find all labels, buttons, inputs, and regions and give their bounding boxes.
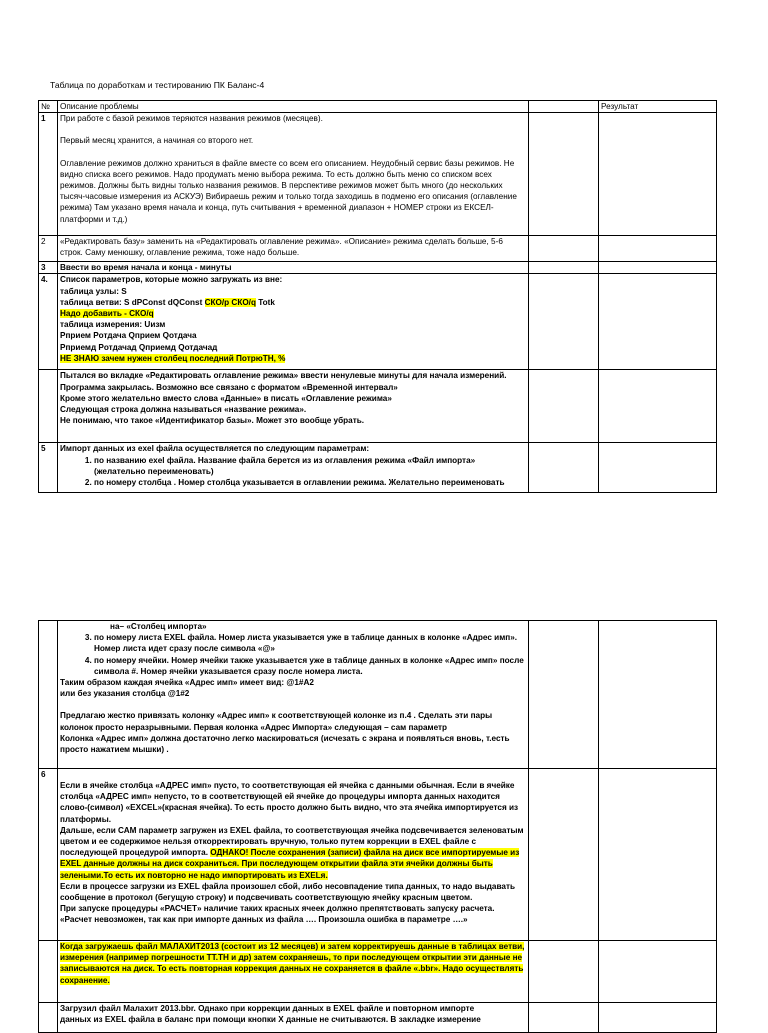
list-item: 3. по номеру листа EXEL файла. Номер листа указывается уже в таблице данных в колонке «Адрес имп». Номер листа идет сразу после символа «@» [94, 632, 526, 654]
issues-table-page-2 [38, 620, 717, 1033]
list-item: 2. по номеру столбца . Номер столбца указывается в оглавлении режима. Желательно переименовать [94, 477, 526, 488]
row-number: 3 [39, 262, 58, 274]
row-description: Список параметров, которые можно загружать из вне: таблица узлы: S таблица ветви: S dPConst dQConst СКО/p СКО/q Totk Надо добавить - СКО/q таблица измерения: Uизм Pприем Pотдача Qприем Qотдача Pприемд Pотдачад Qприемд Qотдачад НЕ ЗНАЮ зачем нужен столбец последний ПотрюТН, % [58, 274, 529, 370]
list-item: 1. по названию exel файла. Название файла берется из из оглавления режима «Файл импорта» (желательно переименовать) [94, 455, 526, 477]
row-description: Ввести во время начала и конца - минуты [58, 262, 529, 274]
table-row [39, 941, 717, 1003]
table-row [39, 274, 717, 370]
table-row [39, 236, 717, 262]
row-description: Если в ячейке столбца «АДРЕС имп» пусто, то соответствующая ей ячейка с данными обычная. Если в ячейке столбца «АДРЕС имп» непусто, то в соответствующей ей ячейке до процедуры импорта данных находится слово-(символ) «EXCEL»(красная ячейка). То есть просто должно быть видно, что эта ячейка импортируется из платформы. Дальше, если САМ параметр загружен из EXEL файла, то соответствующая ячейка подсвечивается зеленоватым цветом и ее содержимое нельзя откорректировать вручную, только путем коррекции в EXEL файле с последующей процедурой импорта. ОДНАКО! После сохранения (записи) файла на диск все импортируемые из EXEL данные должны на диск сохраниться. При последующем открытии файла эти ячейки должны быть зелеными.То есть их повторно не надо импортировать из EXELя. Если в процессе загрузки из EXEL файла произошел сбой, либо несовпадение типа данных, то надо выдавать сообщение в протокол (бегущую строку) и подсвечивать соответствующую ячейку красным цветом. При запуске процедуры «РАСЧЕТ» наличие таких красных ячеек должно препятствовать запуску расчета. «Расчет невозможен, так как при импорте данных из файла …. Произошла ошибка в параметре ….» [58, 769, 529, 941]
row-description: Когда загружаешь файл МАЛАХИТ2013 (состоит из 12 месяцев) и затем корректируешь данные в таблицах ветви, измерения (например погрешности ТТ.ТН и др) затем сохраняешь, то при последующем открытии эти данные не записываются на диск. То есть повторная коррекция данных не сохраняется в файле «.bbr». Надо осуществлять сохранение. [58, 941, 529, 1003]
table-row [39, 113, 717, 236]
table-row [39, 443, 717, 493]
header-num: № [39, 101, 58, 113]
row-description: Пытался во вкладке «Редактировать оглавление режима» ввести ненулевые минуты для начала измерений. Программа закрылась. Возможно все связано с форматом «Временной интервал» Кроме этого желательно вместо слова «Данные» в писать «Оглавление режима» Следующая строка должна называться «название режима». Не понимаю, что такое «Идентификатор базы». Может это вообще убрать. [58, 370, 529, 443]
header-result: Результат [599, 101, 717, 113]
header-problem: Описание проблемы [58, 101, 529, 113]
table-row [39, 1003, 717, 1033]
table-row [39, 769, 717, 941]
table-row [39, 621, 717, 769]
row-description: на– «Столбец импорта» 3. по номеру листа EXEL файла. Номер листа указывается уже в таблице данных в колонке «Адрес имп». Номер листа идет сразу после символа «@» 4. по номеру ячейки. Номер ячейки также указывается уже в таблице данных в колонке «Адрес имп» после символа #. Номер ячейки указывается сразу после номера листа. Таким образом каждая ячейка «Адрес имп» имеет вид: @1#A2 или без указания столбца @1#2 Предлагаю жестко привязать колонку «Адрес имп» к соответствующей колонке из п.4 . Сделать эти пары колонок просто неразрывными. Первая колонка «Адрес Импорта» следующая – сам параметр Колонка «Адрес имп» должна достаточно легко маскироваться (исчезать с экрана и появляться вновь, т.есть просто нажатием мышки) . [58, 621, 529, 769]
row-number: 1 [39, 113, 58, 236]
list-item: 4. по номеру ячейки. Номер ячейки также указывается уже в таблице данных в колонке «Адрес имп» после символа #. Номер ячейки указывается сразу после номера листа. [94, 655, 526, 677]
table-header-row [39, 101, 717, 113]
row-description: Загрузил файл Малахит 2013.bbr. Однако при коррекции данных в EXEL файле и повторном импорте данных из EXEL файла в баланс при помощи кнопки Х данные не считываются. В закладке измерение [58, 1003, 529, 1033]
row-description: Импорт данных из exel файла осуществляется по следующим параметрам: 1. по названию exel файла. Название файла берется из из оглавления режима «Файл импорта» (желательно переименовать) 2. по номеру столбца . Номер столбца указывается в оглавлении режима. Желательно переименовать [58, 443, 529, 493]
row-number: 4. [39, 274, 58, 370]
issues-table-page-1 [38, 100, 717, 493]
row-description: «Редактировать базу» заменить на «Редактировать оглавление режима». «Описание» режима сделать больше, 5-6 строк. Саму менюшку, оглавление режима, тоже надо больше. [58, 236, 529, 262]
header-empty [529, 101, 599, 113]
row-description: При работе с базой режимов теряются названия режимов (месяцев). Первый месяц хранится, а начиная со второго нет. Оглавление режимов должно храниться в файле вместе со всем его описанием. Неудобный сервис базы режимов. Не видно списка всего режимов. Надо продумать меню выбора режима. То есть должно быть меню со списком всех режимов. Должны быть видны только названия режимов. В перспективе режимов может быть много (до нескольких тысяч-часовые измерения из АСКУЭ) Вибираешь режим и только тогда заходишь в подменю его описания (оглавление режима) Там указано время начала и конца, путь считывания + временной диапазон + НОМЕР строки из ЕКСЕЛ-платформи и т.д.) [58, 113, 529, 236]
row-number: 6 [39, 769, 58, 941]
table-row [39, 262, 717, 274]
row-number: 5 [39, 443, 58, 493]
row-number [39, 370, 58, 443]
document-title: Таблица по доработкам и тестированию ПК Баланс-4 [50, 80, 265, 90]
row-number: 2 [39, 236, 58, 262]
table-row [39, 370, 717, 443]
